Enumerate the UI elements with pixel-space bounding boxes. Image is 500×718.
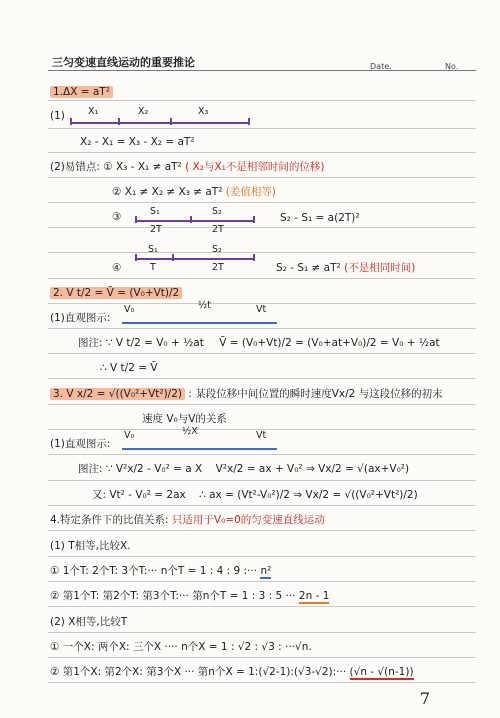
date-label: Date. <box>370 62 392 71</box>
s1-item1-label: (1) <box>50 110 65 122</box>
section-3-heading: 3. V x/2 = √((V₀²+Vt²)/2) : 某段位移中间位置的瞬时速度Vx/2 与这段位移的初末 <box>50 388 443 401</box>
d-equation: S₂ - S₁ ≠ aT² (不是相同时间) <box>276 262 416 274</box>
velocity-line <box>122 322 277 324</box>
d-label-s1: S₁ <box>148 244 158 255</box>
ruled-line <box>48 606 476 607</box>
d-label-s2: S₂ <box>212 244 222 255</box>
s4-ratio-1: ① 1个T: 2个T: 3个T:··· n个T = 1 : 4 : 9 :··· n² <box>50 565 272 577</box>
s1-item2-c: ③ <box>112 211 122 223</box>
d-label-t1: T <box>150 262 156 273</box>
segment-tick <box>190 216 192 223</box>
s3-diagram-v0: V₀ <box>124 430 135 441</box>
segment-tick <box>135 254 137 261</box>
segment-line <box>135 258 255 260</box>
segment-tick <box>170 118 172 125</box>
d-label-t2: 2T <box>212 262 224 273</box>
segment-line <box>70 122 250 124</box>
segment-tick <box>172 254 174 261</box>
s1-item2-a: (2)易错点: ① X₃ - X₁ ≠ aT² ( X₂与X₁不是相邻时间的位移) <box>50 161 325 173</box>
segment-label-x3: X₃ <box>198 106 209 117</box>
ruled-line <box>48 454 476 455</box>
ruled-line <box>48 252 476 253</box>
section-2-heading: 2. V t/2 = V̄ = (V₀+Vt)/2 <box>50 287 182 300</box>
ruled-line <box>48 100 476 101</box>
segment-label-x2: X₂ <box>138 106 149 117</box>
ruled-line <box>48 152 476 153</box>
c-label-s2: S₂ <box>212 206 222 217</box>
c-label-t2: 2T <box>212 224 224 235</box>
number-label: No. <box>445 62 459 71</box>
s3-proof-1: 图注: ∵ V²x/2 - V₀² = a X V²x/2 = ax + V₀² ⇒ Vx/2 = √(ax+V₀²) <box>78 463 410 475</box>
ruled-line <box>48 278 476 279</box>
s4-item2: (2) X相等,比较T <box>50 616 128 628</box>
s2-proof-1: 图注: ∵ V t/2 = V₀ + ½at V̄ = (V₀+Vt)/2 = (V₀+at+V₀)/2 = V₀ + ½at <box>78 337 440 349</box>
s4-ratio-2: ② 第1个T: 第2个T: 第3个T:··· 第n个T = 1 : 3 : 5 ··· 2n - 1 <box>50 590 330 602</box>
ruled-line <box>48 530 476 531</box>
s2-item1: (1)直观图示: <box>50 312 111 324</box>
page-title: 三匀变速直线运动的重要推论 <box>52 56 195 69</box>
c-label-s1: S₁ <box>150 206 160 217</box>
segment-line <box>135 220 255 222</box>
s1-item2-b: ② X₁ ≠ X₂ ≠ X₃ ≠ aT² (差值相等) <box>112 186 276 198</box>
ruled-line <box>48 581 476 582</box>
s2-diagram-v0: V₀ <box>124 304 135 315</box>
velocity-line <box>122 448 277 450</box>
s3-desc-2: 速度 V₀与V的关系 <box>142 413 227 425</box>
section-4-heading: 4.特定条件下的比值关系: 只适用于V₀=0的匀变速直线运动 <box>50 514 325 526</box>
ruled-line <box>48 378 476 379</box>
c-equation: S₂ - S₁ = a(2T)² <box>280 212 360 224</box>
page-number: 7 <box>419 689 430 708</box>
ruled-line <box>48 480 476 481</box>
segment-tick <box>248 118 250 125</box>
s2-diagram-half-t: ½t <box>198 300 211 311</box>
segment-tick <box>135 216 137 223</box>
s3-diagram-vt: Vt <box>256 430 267 441</box>
ruled-line <box>48 353 476 354</box>
ruled-line <box>48 682 476 683</box>
ruled-line <box>48 657 476 658</box>
s4-ratio-4: ② 第1个X: 第2个X: 第3个X ··· 第n个X = 1:(√2-1):(√3-√2):··· (√n - √(n-1)) <box>50 666 414 678</box>
ruled-line <box>48 404 476 405</box>
segment-tick <box>70 118 72 125</box>
s2-diagram-vt: Vt <box>256 304 267 315</box>
s1-item2-d: ④ <box>112 262 122 274</box>
ruled-line <box>48 177 476 178</box>
s4-item1: (1) T相等,比较X. <box>50 540 131 552</box>
ruled-line <box>48 632 476 633</box>
ruled-line <box>48 202 476 203</box>
segment-label-x1: X₁ <box>88 106 99 117</box>
ruled-line <box>48 128 476 129</box>
ruled-line <box>48 328 476 329</box>
section-1-heading: 1.ΔX = aT² <box>50 86 113 99</box>
s3-proof-2: 又: Vt² - V₀² = 2ax ∴ ax = (Vt²-V₀²)/2 ⇒ Vx/2 = √((V₀²+Vt²)/2) <box>92 489 418 501</box>
ruled-line <box>48 505 476 506</box>
s4-ratio-3: ① 一个X: 两个X: 三个X ···· n个X = 1 : √2 : √3 : ···√n. <box>50 641 312 653</box>
header-rule <box>48 70 476 71</box>
s3-item1: (1)直观图示: <box>50 438 111 450</box>
s3-diagram-half-x: ½X <box>182 426 198 437</box>
segment-tick <box>253 254 255 261</box>
c-label-t1: 2T <box>150 224 162 235</box>
s1-equation: X₂ - X₁ = X₃ - X₂ = aT² <box>80 136 195 148</box>
ruled-line <box>48 227 476 228</box>
s2-proof-2: ∴ V t/2 = V̄ <box>100 362 158 374</box>
segment-tick <box>253 216 255 223</box>
ruled-line <box>48 556 476 557</box>
segment-tick <box>118 118 120 125</box>
